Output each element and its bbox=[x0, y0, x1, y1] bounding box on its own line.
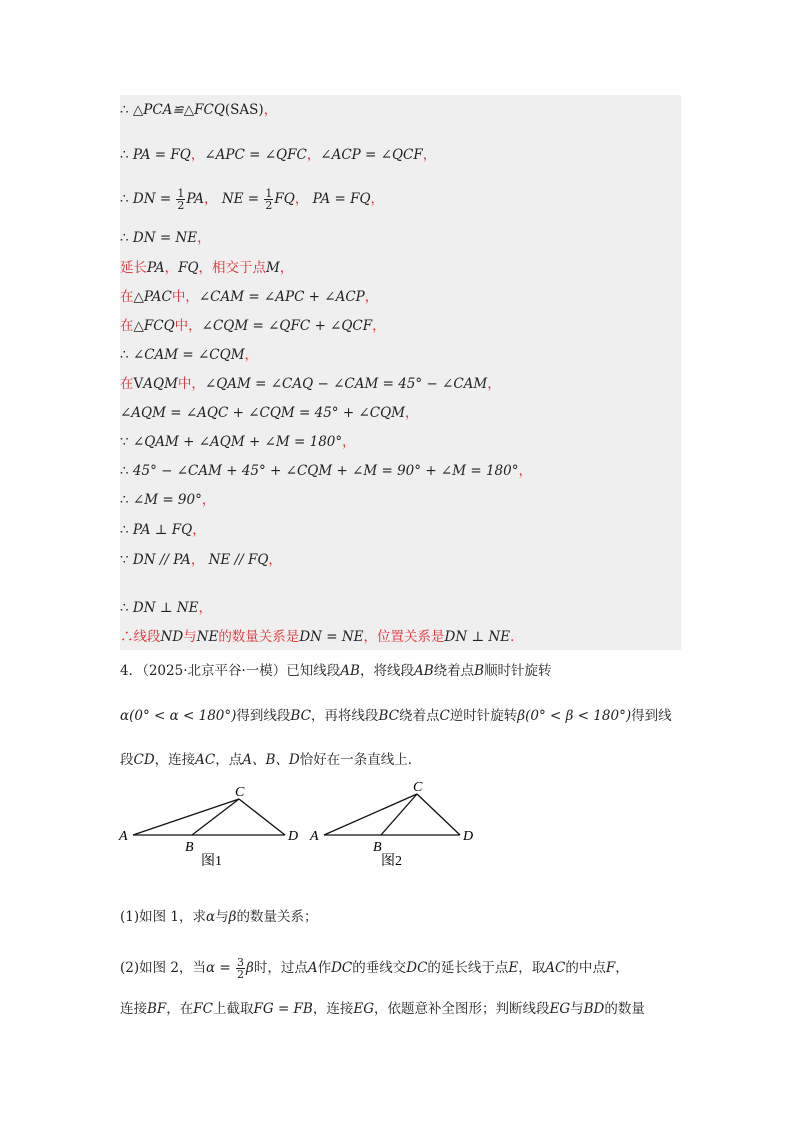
solution-text: ∴ bbox=[120, 347, 133, 363]
solution-text: △PCA≌△FCQ bbox=[132, 102, 225, 118]
solution-text: ， bbox=[306, 147, 321, 163]
solution-text: ， bbox=[244, 347, 259, 363]
fig2-label-C: C bbox=[413, 780, 423, 795]
solution-text: 在 bbox=[120, 318, 134, 334]
solution-text: ∠CAM = ∠CQM bbox=[132, 347, 245, 363]
question-2-line-2: 连接BF，在FC上截取FG = FB，连接EG，依题意补全图形；判断线段EG与BD的数量 bbox=[120, 1001, 645, 1017]
solution-text: NE bbox=[196, 629, 219, 645]
solution-text: ∠ACP = ∠QCF bbox=[320, 147, 423, 163]
solution-text: V bbox=[133, 376, 144, 392]
solution-text: DN ⊥ NE bbox=[132, 600, 199, 616]
solution-text: ， bbox=[372, 318, 386, 334]
solution-line-l12 bbox=[120, 461, 532, 481]
figure-1 bbox=[115, 780, 315, 870]
fig2-label-A: A bbox=[310, 829, 319, 844]
solution-text: ∴ bbox=[120, 102, 133, 118]
solution-text: △PAC bbox=[133, 289, 172, 305]
solution-text: 与 bbox=[183, 629, 197, 645]
solution-line-l8 bbox=[120, 345, 258, 365]
solution-text: ， bbox=[192, 522, 206, 538]
fraction-three-halves: $\frac{3}{2}$ bbox=[237, 956, 245, 981]
solution-line-3: ∴ DN = $\frac{1}{2}$ PA， NE = $\frac{1}{2}$ FQ， PA = FQ， bbox=[120, 187, 385, 212]
solution-line-l15 bbox=[120, 550, 282, 570]
solution-text: ∠QAM = ∠CAQ − ∠CAM = 45° − ∠CAM bbox=[204, 376, 488, 392]
solution-text: ∴ bbox=[120, 492, 133, 508]
solution-text: ∴ bbox=[120, 230, 133, 246]
fig2-label-D: D bbox=[463, 829, 474, 844]
fraction-half: $\frac{1}{2}$ bbox=[177, 187, 185, 212]
solution-text: DN = NE bbox=[299, 629, 364, 645]
solution-text: ∠CQM = ∠QFC + ∠QCF bbox=[201, 318, 373, 334]
solution-text: ∠M = 90° bbox=[132, 492, 202, 508]
solution-line-l7 bbox=[120, 316, 386, 336]
solution-text: ∠AQM = ∠AQC + ∠CQM = 45° + ∠CQM bbox=[120, 405, 405, 421]
problem-4-line-2: α(0° < α < 180°)得到线段BC，再将线段BC绕着点C逆时针旋转β(0° < β < 180°)得到线 bbox=[120, 708, 672, 724]
problem-4-line-3: 段CD，连接AC，点A、B、D恰好在一条直线上． bbox=[120, 752, 422, 768]
solution-text: ∠CAM = ∠APC + ∠ACP bbox=[198, 289, 365, 305]
fig2-label-B: B bbox=[373, 840, 382, 855]
solution-text: 的数量关系是 bbox=[218, 629, 300, 645]
solution-line-l6 bbox=[120, 287, 378, 307]
solution-text: DN ⊥ NE bbox=[444, 629, 511, 645]
solution-text: ，位置关系是 bbox=[363, 629, 445, 645]
solution-text: DN // PA bbox=[132, 552, 191, 568]
solution-text: 中， bbox=[177, 376, 205, 392]
solution-text: 中， bbox=[171, 289, 199, 305]
solution-text: ， bbox=[518, 463, 532, 479]
solution-text: ， bbox=[487, 376, 501, 392]
solution-text: ∴ bbox=[120, 522, 133, 538]
solution-text: FQ bbox=[178, 260, 199, 276]
fig1-label-C: C bbox=[235, 785, 245, 800]
solution-text: DN = NE bbox=[132, 230, 198, 246]
fig1-label-D: D bbox=[288, 829, 299, 844]
solution-line-l1 bbox=[120, 100, 277, 120]
solution-text: ， bbox=[422, 147, 437, 163]
solution-text: 在 bbox=[120, 289, 134, 305]
solution-text: ∴ bbox=[120, 147, 133, 163]
solution-text: ∠APC = ∠QFC bbox=[204, 147, 307, 163]
solution-line-l17 bbox=[120, 627, 524, 647]
solution-text: 45° − ∠CAM + 45° + ∠CQM + ∠M = 90° + ∠M = 180° bbox=[132, 463, 519, 479]
solution-line-l4 bbox=[120, 228, 211, 248]
solution-text: ∴ bbox=[120, 463, 133, 479]
solution-text: (SAS) bbox=[224, 102, 264, 118]
question-1: (1)如图 1，求α与β的数量关系； bbox=[120, 909, 318, 925]
solution-line-l13 bbox=[120, 490, 215, 510]
solution-text: ， bbox=[279, 260, 294, 276]
solution-text: AQM bbox=[143, 376, 178, 392]
solution-text: ， bbox=[263, 102, 278, 118]
solution-text: ， bbox=[268, 552, 282, 568]
solution-text: 在 bbox=[120, 376, 134, 392]
fig1-caption: 图1 bbox=[201, 854, 222, 869]
solution-text: ∵ bbox=[120, 434, 133, 450]
solution-line-l5 bbox=[120, 258, 293, 278]
solution-text: ， bbox=[164, 260, 179, 276]
solution-text: PA = FQ bbox=[132, 147, 191, 163]
solution-line-l16 bbox=[120, 598, 212, 618]
fig1-label-A: A bbox=[119, 829, 128, 844]
solution-text: 中， bbox=[174, 318, 202, 334]
solution-text: M bbox=[266, 260, 280, 276]
solution-text: 延长 bbox=[120, 260, 147, 276]
solution-line-l9 bbox=[120, 374, 501, 394]
solution-line-l11 bbox=[120, 432, 356, 452]
solution-text: ， bbox=[190, 147, 205, 163]
solution-text: ， bbox=[364, 289, 379, 305]
solution-text: PA bbox=[147, 260, 165, 276]
solution-text: ， bbox=[190, 552, 205, 568]
solution-line-l2 bbox=[120, 145, 436, 165]
problem-4-line-1: 4．（2025·北京平谷·一模）已知线段AB，将线段AB绕着点B顺时针旋转 bbox=[120, 663, 552, 679]
solution-text: ， bbox=[197, 230, 211, 246]
solution-text: PA ⊥ FQ bbox=[132, 522, 193, 538]
solution-text: NE // FQ bbox=[204, 552, 269, 568]
solution-text: ∴ bbox=[120, 600, 133, 616]
solution-text: ∠QAM + ∠AQM + ∠M = 180° bbox=[132, 434, 343, 450]
solution-text: ∴线段 bbox=[120, 629, 161, 645]
solution-text: ∵ bbox=[120, 552, 133, 568]
solution-text: ． bbox=[510, 629, 524, 645]
fraction-half: $\frac{1}{2}$ bbox=[265, 187, 273, 212]
solution-line-l10 bbox=[120, 403, 418, 423]
solution-text: ， bbox=[201, 492, 216, 508]
fig1-label-B: B bbox=[185, 840, 194, 855]
solution-text: ， bbox=[198, 600, 212, 616]
solution-text: ，相交于点 bbox=[198, 260, 267, 276]
question-2-line-1: (2)如图 2，当α = $\frac{3}{2}$ β时，过点A作DC的垂线交DC的延长线于点E，取AC的中点F， bbox=[120, 956, 629, 981]
figure-2 bbox=[305, 776, 495, 870]
fig2-caption: 图2 bbox=[381, 854, 402, 869]
solution-text: ， bbox=[404, 405, 419, 421]
solution-text: ND bbox=[160, 629, 184, 645]
solution-text: △FCQ bbox=[133, 318, 175, 334]
solution-line-l14 bbox=[120, 520, 206, 540]
solution-text: ， bbox=[342, 434, 356, 450]
